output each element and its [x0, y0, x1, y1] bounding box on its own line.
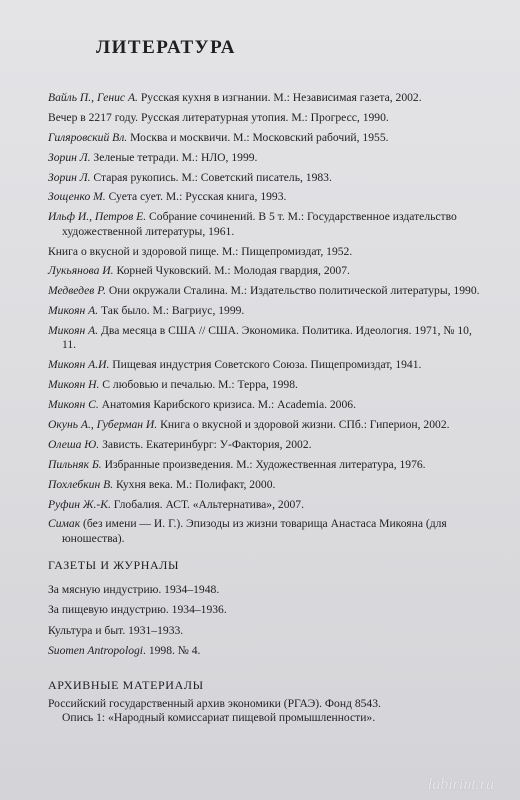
reference-text: Корней Чуковский. М.: Молодая гвардия, 2007. [113, 264, 350, 278]
reference-text: Москва и москвичи. М.: Московский рабочий, 1955. [127, 130, 389, 144]
reference-item [48, 378, 480, 392]
reference-author: Микоян А.И. [48, 358, 110, 372]
reference-text: Собрание сочинений. В 5 т. М.: Государственное издательство художественной литературы, 1961. [62, 210, 457, 238]
reference-item [48, 498, 480, 512]
reference-author: Пильняк Б. [48, 457, 102, 471]
reference-item [48, 438, 480, 452]
reference-text: Зеленые тетради. М.: НЛО, 1999. [90, 150, 258, 164]
reference-author: Микоян А. [48, 304, 99, 318]
newspaper-text: За пищевую индустрию. 1934–1936. [48, 603, 227, 617]
reference-item [48, 517, 480, 546]
reference-author: Микоян Н. [48, 378, 100, 392]
reference-item [48, 478, 480, 492]
reference-author: Ильф И., Петров Е. [48, 210, 147, 224]
reference-text: Они окружали Сталина. М.: Издательство политической литературы, 1990. [106, 284, 480, 298]
reference-text: Кухня века. М.: Полифакт, 2000. [113, 477, 276, 491]
reference-text: (без имени — И. Г.). Эпизоды из жизни товарища Анастаса Микояна (для юношества). [62, 517, 447, 545]
reference-item [48, 324, 480, 353]
reference-item [48, 284, 480, 298]
newspaper-item [48, 583, 480, 597]
watermark: labirint.ru [427, 776, 494, 793]
newspaper-item [48, 603, 480, 617]
reference-text: Вечер в 2217 году. Русская литературная утопия. М.: Прогресс, 1990. [48, 110, 389, 124]
newspaper-text: За мясную индустрию. 1934–1948. [48, 583, 220, 596]
reference-item [48, 264, 480, 278]
reference-text: Анатомия Карибского кризиса. М.: Academia. 2006. [98, 398, 356, 412]
reference-author: Олеша Ю. [48, 437, 100, 451]
newspaper-item [48, 644, 480, 658]
reference-item [48, 131, 480, 145]
archive-line-1: Российский государственный архив экономики (РГАЭ). Фонд 8543. [48, 697, 381, 711]
reference-author: Окунь А., Губерман И. [48, 417, 158, 431]
reference-author: Микоян С. [48, 398, 99, 412]
archive-entry [48, 697, 480, 726]
reference-item [48, 171, 480, 185]
reference-text: Глобалия. АСТ. «Альтернатива», 2007. [110, 497, 304, 511]
newspaper-text: Культура и быт. 1931–1933. [48, 623, 184, 637]
newspaper-title: Suomen Antropologi [48, 643, 144, 657]
reference-author: Зощенко М. [48, 190, 106, 204]
reference-text: Пищевая индустрия Советского Союза. Пищепромиздат, 1941. [109, 358, 422, 372]
reference-item [48, 245, 480, 259]
reference-author: Руфин Ж.-К. [48, 497, 111, 511]
reference-item [48, 91, 480, 105]
reference-text: Книга о вкусной и здоровой пище. М.: Пищепромиздат, 1952. [48, 244, 353, 258]
reference-item [48, 304, 480, 318]
reference-text: С любовью и печалью. М.: Терра, 1998. [99, 378, 298, 392]
reference-text: Избранные произведения. М.: Художественная литература, 1976. [101, 457, 426, 471]
reference-author: Медведев Р. [48, 284, 107, 298]
reference-author: Зорин Л. [48, 170, 91, 184]
reference-item [48, 358, 480, 372]
reference-author: Симак [48, 517, 81, 531]
reference-author: Зорин Л. [48, 150, 91, 164]
reference-item [48, 111, 480, 125]
reference-item [48, 151, 480, 165]
reference-text: Зависть. Екатеринбург: У-Фактория, 2002. [99, 437, 312, 451]
reference-text: Старая рукопись. М.: Советский писатель, 1983. [90, 170, 332, 184]
reference-author: Вайль П., Генис А. [48, 91, 138, 104]
page-title: ЛИТЕРАТУРА [96, 37, 237, 58]
newspapers-heading: ГАЗЕТЫ И ЖУРНАЛЫ [48, 558, 180, 572]
references-list [48, 91, 480, 546]
reference-text: Русская кухня в изгнании. М.: Независимая газета, 2002. [137, 91, 422, 104]
newspaper-text: . 1998. № 4. [143, 643, 201, 657]
reference-text: Книга о вкусной и здоровой жизни. СПб.: Гиперион, 2002. [157, 417, 450, 431]
newspaper-item [48, 624, 480, 638]
reference-author: Гиляровский Вл. [48, 130, 128, 144]
reference-item [48, 190, 480, 204]
reference-item [48, 418, 480, 432]
reference-text: Суета сует. М.: Русская книга, 1993. [105, 190, 287, 204]
reference-item [48, 210, 480, 239]
reference-text: Два месяца в США // США. Экономика. Политика. Идеология. 1971, № 10, 11. [62, 324, 472, 352]
reference-author: Микоян А. [48, 324, 99, 338]
archive-heading: АРХИВНЫЕ МАТЕРИАЛЫ [48, 678, 204, 693]
newspapers-list [48, 583, 480, 658]
reference-author: Лукьянова И. [48, 264, 114, 278]
reference-item [48, 398, 480, 412]
reference-text: Так было. М.: Вагриус, 1999. [98, 304, 245, 318]
archive-line-2: Опись 1: «Народный комиссариат пищевой промышленности». [62, 711, 376, 725]
reference-item [48, 458, 480, 472]
reference-author: Похлебкин В. [48, 477, 114, 491]
